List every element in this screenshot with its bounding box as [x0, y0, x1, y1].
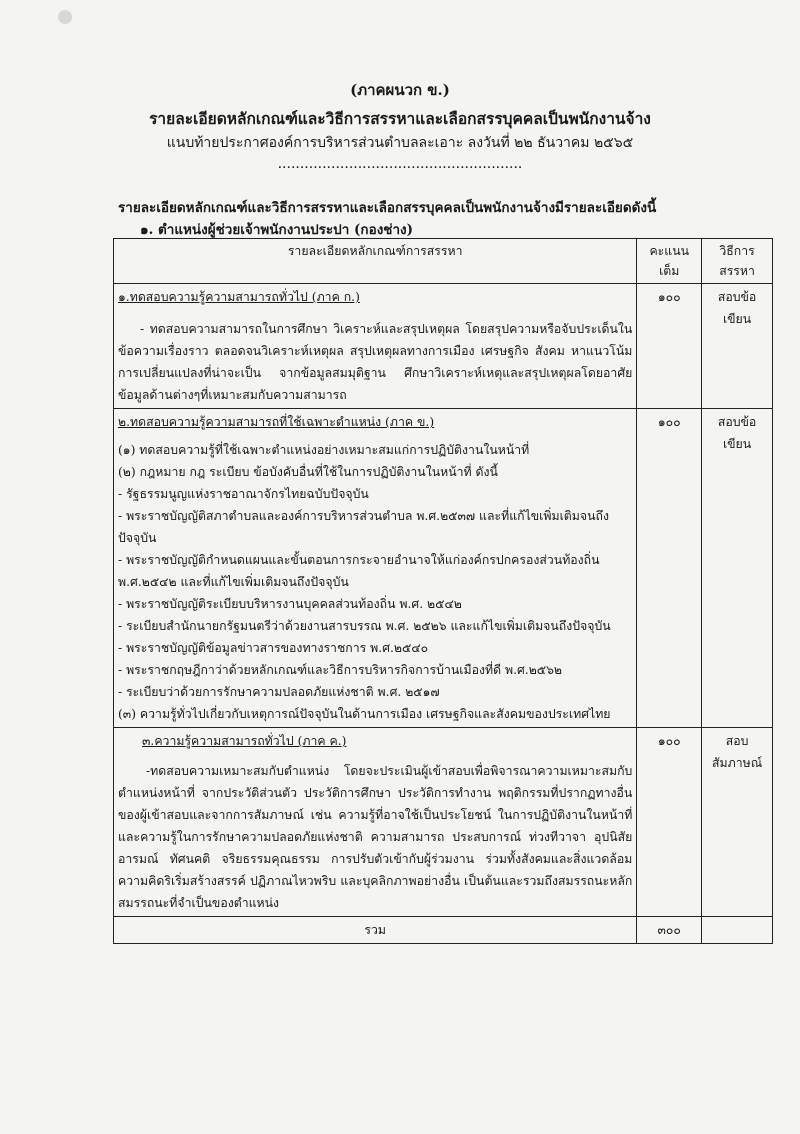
section-2-item: - พระราชบัญญัติสภาตำบลและองค์การบริหารส่วนตำบล พ.ศ.๒๕๓๗ และที่แก้ไขเพิ่มเติมจนถึงปัจจุบัน: [118, 509, 609, 545]
total-method: [702, 917, 773, 944]
section-2-item: - ระเบียบสำนักนายกรัฐมนตรีว่าด้วยงานสารบรรณ พ.ศ. ๒๕๒๖ และแก้ไขเพิ่มเติมจนถึงปัจจุบัน: [118, 619, 611, 633]
section-2-cell: [114, 409, 637, 728]
section-1-body: - ทดสอบความสามารถในการศึกษา วิเคราะห์และสรุปเหตุผล โดยสรุปความหรือจับประเด็นในข้อความเรื่องราว ตลอดจนวิเคราะห์เหตุผล สรุปเหตุผลทางการเมือง เศรษฐกิจ สังคม หาแนวโน้มการเปลี่ยนแปลงที่น่าจะเป็น จากข้อมูลสมมุติฐาน ศึกษาวิเคราะห์เหตุและสรุปเหตุผลโดยอาศัยข้อมูลด้านต่างๆที่เหมาะสมกับความสามารถ: [118, 322, 633, 402]
section-3-body: -ทดสอบความเหมาะสมกับตำแหน่ง โดยจะประเมินผู้เข้าสอบเพื่อพิจารณาความเหมาะสมกับตำแหน่งหน้าที่ จากประวัติส่วนตัว ประวัติการศึกษา ประวัติการทำงาน พฤติกรรมที่ปรากฏทางอื่นของผู้เข้าสอบและจากการสัมภาษณ์ เช่น ความรู้ที่อาจใช้เป็นประโยชน์ ในการปฏิบัติงานในหน้าที่และความรู้ในการรักษาความปลอดภัยแห่งชาติ ความสามารถ ประสบการณ์ ท่วงทีวาจา อุปนิสัย อารมณ์ ทัศนคติ จริยธรรมคุณธรรม การปรับตัวเข้ากับผู้ร่วมงาน ร่วมทั้งสังคมและสิ่งแวดล้อม ความคิดริเริ่มสร้างสรรค์ ปฏิภาณไหวพริบ และบุคลิกภาพอย่างอื่น เป็นต้นและรวมถึงสมรรถนะหลัก สมรรถนะที่จำเป็นของตำแหน่ง: [118, 764, 633, 910]
header-detail: รายละเอียดหลักเกณฑ์การสรรหา: [114, 239, 637, 284]
total-row: [114, 917, 773, 944]
section-2-item: (๓) ความรู้ทั่วไปเกี่ยวกับเหตุการณ์ปัจจุบันในด้านการเมือง เศรษฐกิจและสังคมของประเทศไทย: [118, 707, 611, 721]
appendix-label: (ภาคผนวก ข.): [350, 81, 450, 99]
header-method: วิธีการสรรหา: [702, 239, 773, 284]
section-3-method: สอบสัมภาษณ์: [702, 728, 773, 917]
section-2-item: - พระราชบัญญัติข้อมูลข่าวสารของทางราชการ พ.ศ.๒๕๔๐: [118, 641, 429, 655]
section-1-score: ๑๐๐: [637, 284, 702, 409]
table-row: [114, 409, 773, 728]
section-1-method: สอบข้อเขียน: [702, 284, 773, 409]
total-score: ๓๐๐: [637, 917, 702, 944]
total-label: รวม: [114, 917, 637, 944]
section-2-item: - รัฐธรรมนูญแห่งราชอาณาจักรไทยฉบับปัจจุบัน: [118, 487, 369, 501]
document-subtitle: แนบท้ายประกาศองค์การบริหารส่วนตำบลละเอาะ ลงวันที่ ๒๒ ธันวาคม ๒๕๖๕: [166, 135, 634, 151]
section-2-item: (๑) ทดสอบความรู้ที่ใช้เฉพาะตำแหน่งอย่างเหมาะสมแก่การปฏิบัติงานในหน้าที่: [118, 443, 530, 457]
section-2-item: (๒) กฎหมาย กฎ ระเบียบ ข้อบังคับอื่นที่ใช้ในการปฏิบัติงานในหน้าที่ ดังนี้: [118, 465, 498, 479]
table-row: [114, 284, 773, 409]
section-3-score: ๑๐๐: [637, 728, 702, 917]
intro-heading: รายละเอียดหลักเกณฑ์และวิธีการสรรหาและเลือกสรรบุคคลเป็นพนักงานจ้างมีรายละเอียดดังนี้: [118, 200, 657, 216]
section-2-item: - ระเบียบว่าด้วยการรักษาความปลอดภัยแห่งชาติ พ.ศ. ๒๕๑๗: [118, 685, 440, 699]
section-1-heading: ๑.ทดสอบความรู้ความสามารถทั่วไป (ภาค ก.): [118, 290, 360, 304]
section-2-item: - พระราชบัญญัติระเบียบบริหารงานบุคคลส่วนท้องถิ่น พ.ศ. ๒๕๔๒: [118, 597, 462, 611]
scan-speck: [58, 10, 72, 24]
section-3-cell: [114, 728, 637, 917]
dotted-divider: .......................................................: [277, 156, 523, 172]
section-2-method: สอบข้อเขียน: [702, 409, 773, 728]
section-2-item: - พระราชบัญญัติกำหนดแผนและขั้นตอนการกระจายอำนาจให้แก่องค์กรปกครองส่วนท้องถิ่น พ.ศ.๒๕๔๒ และที่แก้ไขเพิ่มเติมจนถึงปัจจุบัน: [118, 553, 600, 589]
header-score: คะแนนเต็ม: [637, 239, 702, 284]
document-title: รายละเอียดหลักเกณฑ์และวิธีการสรรหาและเลือกสรรบุคคลเป็นพนักงานจ้าง: [149, 109, 651, 128]
criteria-table: [113, 238, 773, 944]
section-3-heading: ๓.ความรู้ความสามารถทั่วไป (ภาค ค.): [142, 734, 347, 748]
section-2-score: ๑๐๐: [637, 409, 702, 728]
section-2-heading: ๒.ทดสอบความรู้ความสามารถที่ใช้เฉพาะตำแหน่ง (ภาค ข.): [118, 415, 435, 429]
table-header-row: [114, 239, 773, 284]
section-1-cell: [114, 284, 637, 409]
position-heading: ๑. ตำแหน่งผู้ช่วยเจ้าพนักงานประปา (กองช่าง): [140, 222, 414, 238]
table-row: [114, 728, 773, 917]
section-2-item: - พระราชกฤษฎีกาว่าด้วยหลักเกณฑ์และวิธีการบริหารกิจการบ้านเมืองที่ดี พ.ศ.๒๕๖๒: [118, 663, 563, 677]
